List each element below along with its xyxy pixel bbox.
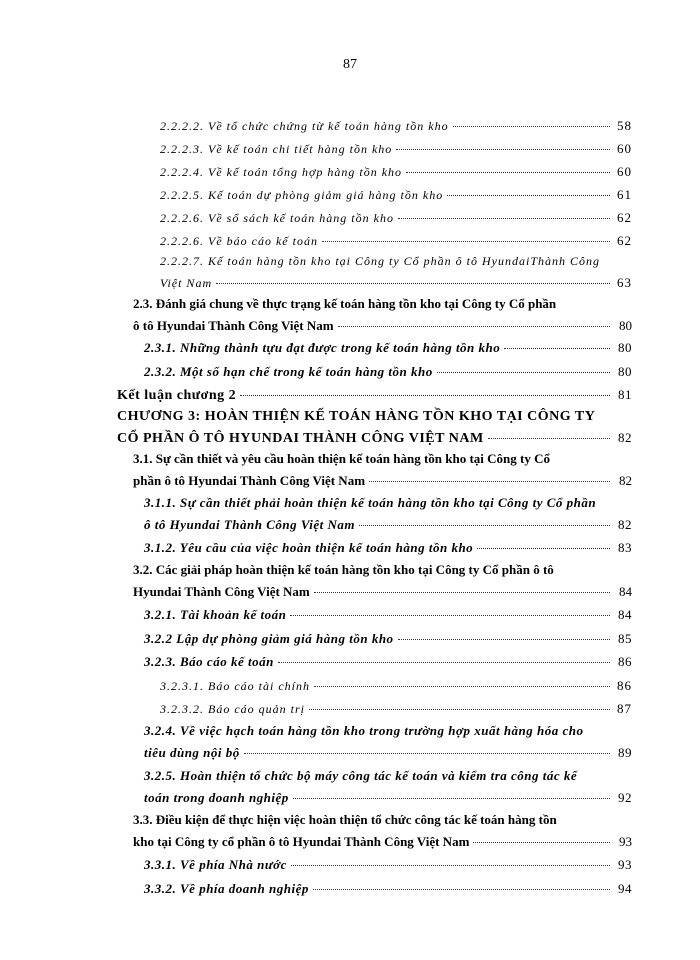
toc-entry-title: ô tô Hyundai Thành Công Việt Nam: [144, 517, 356, 532]
toc-entry: [117, 387, 632, 404]
toc-entry-page: 80: [618, 340, 632, 355]
toc-entry-line: [133, 562, 638, 578]
toc-entry-line: [144, 495, 638, 511]
toc-entry-title: 3.2.4. Về việc hạch toán hàng tồn kho trong trường hợp xuất hàng hóa cho: [144, 723, 584, 738]
dot-leader: [322, 241, 610, 242]
toc-entry-title: 3.2.3. Báo cáo kế toán: [144, 654, 274, 669]
toc-entry-page: 82: [618, 517, 632, 532]
toc-entry-page: 60: [617, 141, 632, 156]
dot-leader: [313, 889, 610, 890]
toc-entry-title: 2.3. Đánh giá chung về thực trạng kế toán hàng tồn kho tại Công ty Cổ phần: [133, 296, 557, 311]
toc-entry-page: 84: [619, 584, 632, 599]
table-of-contents: [0, 112, 700, 942]
dot-leader: [406, 172, 610, 173]
dot-leader: [488, 438, 610, 439]
dot-leader: [398, 639, 610, 640]
toc-entry-title: 2.3.1. Những thành tựu đạt được trong kế toán hàng tồn kho: [144, 340, 501, 355]
toc-entry-line: [160, 254, 636, 269]
toc-entry-page: 89: [618, 745, 632, 760]
toc-entry: [133, 318, 632, 334]
toc-entry-title: 2.2.2.5. Kế toán dự phòng giảm giá hàng tồn kho: [160, 188, 444, 202]
dot-leader: [396, 149, 610, 150]
toc-entry-line: [133, 296, 638, 312]
toc-entry-page: 62: [617, 210, 632, 225]
toc-entry-page: 86: [618, 654, 632, 669]
toc-entry-page: 84: [618, 607, 632, 622]
toc-entry-title: phần ô tô Hyundai Thành Công Việt Nam: [133, 473, 366, 488]
toc-entry: [160, 118, 632, 134]
toc-entry-title: CỔ PHẦN Ô TÔ HYUNDAI THÀNH CÔNG VIỆT NAM: [117, 431, 484, 446]
toc-entry: [144, 745, 632, 761]
toc-entry-title: Kết luận chương 2: [117, 388, 237, 403]
dot-leader: [338, 326, 610, 327]
toc-entry-title: tiêu dùng nội bộ: [144, 745, 240, 760]
toc-entry-title: 3.2.1. Tài khoản kế toán: [144, 607, 287, 622]
toc-entry-title: Hyundai Thành Công Việt Nam: [133, 584, 310, 599]
toc-entry: [160, 141, 632, 157]
toc-entry-line: [144, 723, 638, 739]
toc-entry: [144, 540, 632, 556]
toc-entry-line: [133, 812, 638, 828]
toc-entry: [160, 164, 632, 180]
toc-entry-page: 80: [618, 364, 632, 379]
toc-entry-title: 3.2.3.1. Báo cáo tài chính: [160, 679, 310, 693]
dot-leader: [290, 615, 610, 616]
toc-entry-page: 58: [617, 118, 632, 133]
toc-entry: [144, 607, 632, 623]
toc-entry: [144, 517, 632, 533]
toc-entry-page: 60: [617, 164, 632, 179]
toc-entry: [144, 857, 632, 873]
toc-entry-title: 2.2.2.7. Kế toán hàng tồn kho tại Công ty Cổ phần ô tô HyundaiThành Công: [160, 254, 600, 268]
toc-entry: [160, 678, 632, 694]
dot-leader: [309, 709, 610, 710]
dot-leader: [447, 195, 610, 196]
toc-entry-title: 2.2.2.3. Về kế toán chi tiết hàng tồn kho: [160, 142, 393, 156]
toc-entry: [117, 430, 632, 447]
toc-entry-title: 3.1.2. Yêu cầu của việc hoàn thiện kế toán hàng tồn kho: [144, 540, 474, 555]
toc-entry: [133, 834, 632, 850]
toc-entry-page: 80: [619, 318, 632, 333]
toc-entry: [144, 881, 632, 897]
toc-entry: [144, 340, 632, 356]
toc-entry-title: 2.2.2.6. Về sổ sách kế toán hàng tồn kho: [160, 211, 394, 225]
toc-entry-title: Việt Nam: [160, 276, 213, 290]
toc-entry: [160, 187, 632, 203]
dot-leader: [477, 548, 610, 549]
toc-entry-page: 82: [618, 430, 632, 445]
toc-entry-page: 93: [618, 857, 632, 872]
toc-entry-page: 92: [618, 790, 632, 805]
toc-entry-title: kho tại Công ty cổ phần ô tô Hyundai Thành Công Việt Nam: [133, 834, 470, 849]
toc-entry-line: [133, 451, 638, 467]
toc-entry-page: 62: [617, 233, 632, 248]
page-number: 87: [343, 57, 357, 72]
dot-leader: [314, 592, 610, 593]
dot-leader: [216, 283, 610, 284]
toc-entry-page: 87: [617, 701, 632, 716]
toc-entry: [144, 631, 632, 647]
dot-leader: [437, 372, 610, 373]
toc-entry-line: [144, 768, 638, 784]
dot-leader: [473, 842, 610, 843]
toc-entry-title: 3.2.5. Hoàn thiện tổ chức bộ máy công tác kế toán và kiểm tra công tác kế: [144, 768, 578, 783]
toc-entry-title: 2.2.2.2. Về tổ chức chứng từ kế toán hàng tồn kho: [160, 119, 449, 133]
dot-leader: [314, 686, 610, 687]
toc-entry-title: 2.3.2. Một số hạn chế trong kế toán hàng tồn kho: [144, 364, 433, 379]
toc-entry-title: 3.3. Điều kiện để thực hiện việc hoàn thiện tổ chức công tác kế toán hàng tồn: [133, 812, 557, 827]
dot-leader: [278, 662, 610, 663]
toc-entry-title: toán trong doanh nghiệp: [144, 790, 289, 805]
toc-entry: [144, 790, 632, 806]
toc-entry-title: 3.3.2. Về phía doanh nghiệp: [144, 881, 309, 896]
toc-entry-page: 94: [618, 881, 632, 896]
dot-leader: [293, 798, 610, 799]
dot-leader: [453, 126, 610, 127]
toc-entry-page: 61: [617, 187, 632, 202]
dot-leader: [359, 525, 610, 526]
toc-entry-page: 83: [618, 540, 632, 555]
toc-entry: [160, 701, 632, 717]
toc-entry: [160, 210, 632, 226]
toc-entry-title: 3.1.1. Sự cần thiết phải hoàn thiện kế toán hàng tồn kho tại Công ty Cổ phần: [144, 495, 597, 510]
toc-entry: [133, 473, 632, 489]
dot-leader: [369, 481, 610, 482]
toc-entry-title: ô tô Hyundai Thành Công Việt Nam: [133, 318, 334, 333]
dot-leader: [504, 348, 610, 349]
toc-entry-title: 3.2.2 Lập dự phòng giảm giá hàng tồn kho: [144, 631, 394, 646]
toc-entry: [144, 654, 632, 670]
toc-entry: [144, 364, 632, 380]
toc-entry-page: 81: [618, 387, 632, 402]
toc-entry-title: 3.2. Các giải pháp hoàn thiện kế toán hàng tồn kho tại Công ty Cổ phần ô tô: [133, 562, 554, 577]
toc-entry: [160, 233, 632, 249]
toc-entry-page: 63: [617, 275, 632, 290]
toc-entry-page: 93: [619, 834, 632, 849]
toc-entry-title: 2.2.2.6. Về báo cáo kế toán: [160, 234, 318, 248]
toc-entry-page: 85: [618, 631, 632, 646]
dot-leader: [398, 218, 610, 219]
dot-leader: [244, 753, 610, 754]
toc-entry: [133, 584, 632, 600]
dot-leader: [240, 395, 610, 396]
toc-entry-page: 82: [619, 473, 632, 488]
toc-entry-line: [117, 409, 642, 425]
toc-entry-title: 3.1. Sự cần thiết và yêu cầu hoàn thiện kế toán hàng tồn kho tại Công ty Cổ: [133, 451, 550, 466]
toc-entry-title: 2.2.2.4. Về kế toán tổng hợp hàng tồn kho: [160, 165, 403, 179]
toc-entry-title: 3.3.1. Về phía Nhà nước: [144, 857, 287, 872]
toc-entry-page: 86: [617, 678, 632, 693]
toc-entry: [160, 275, 632, 291]
dot-leader: [291, 865, 610, 866]
toc-entry-title: 3.2.3.2. Báo cáo quản trị: [160, 702, 305, 716]
toc-entry-title: CHƯƠNG 3: HOÀN THIỆN KẾ TOÁN HÀNG TỒN KHO TẠI CÔNG TY: [117, 409, 596, 424]
